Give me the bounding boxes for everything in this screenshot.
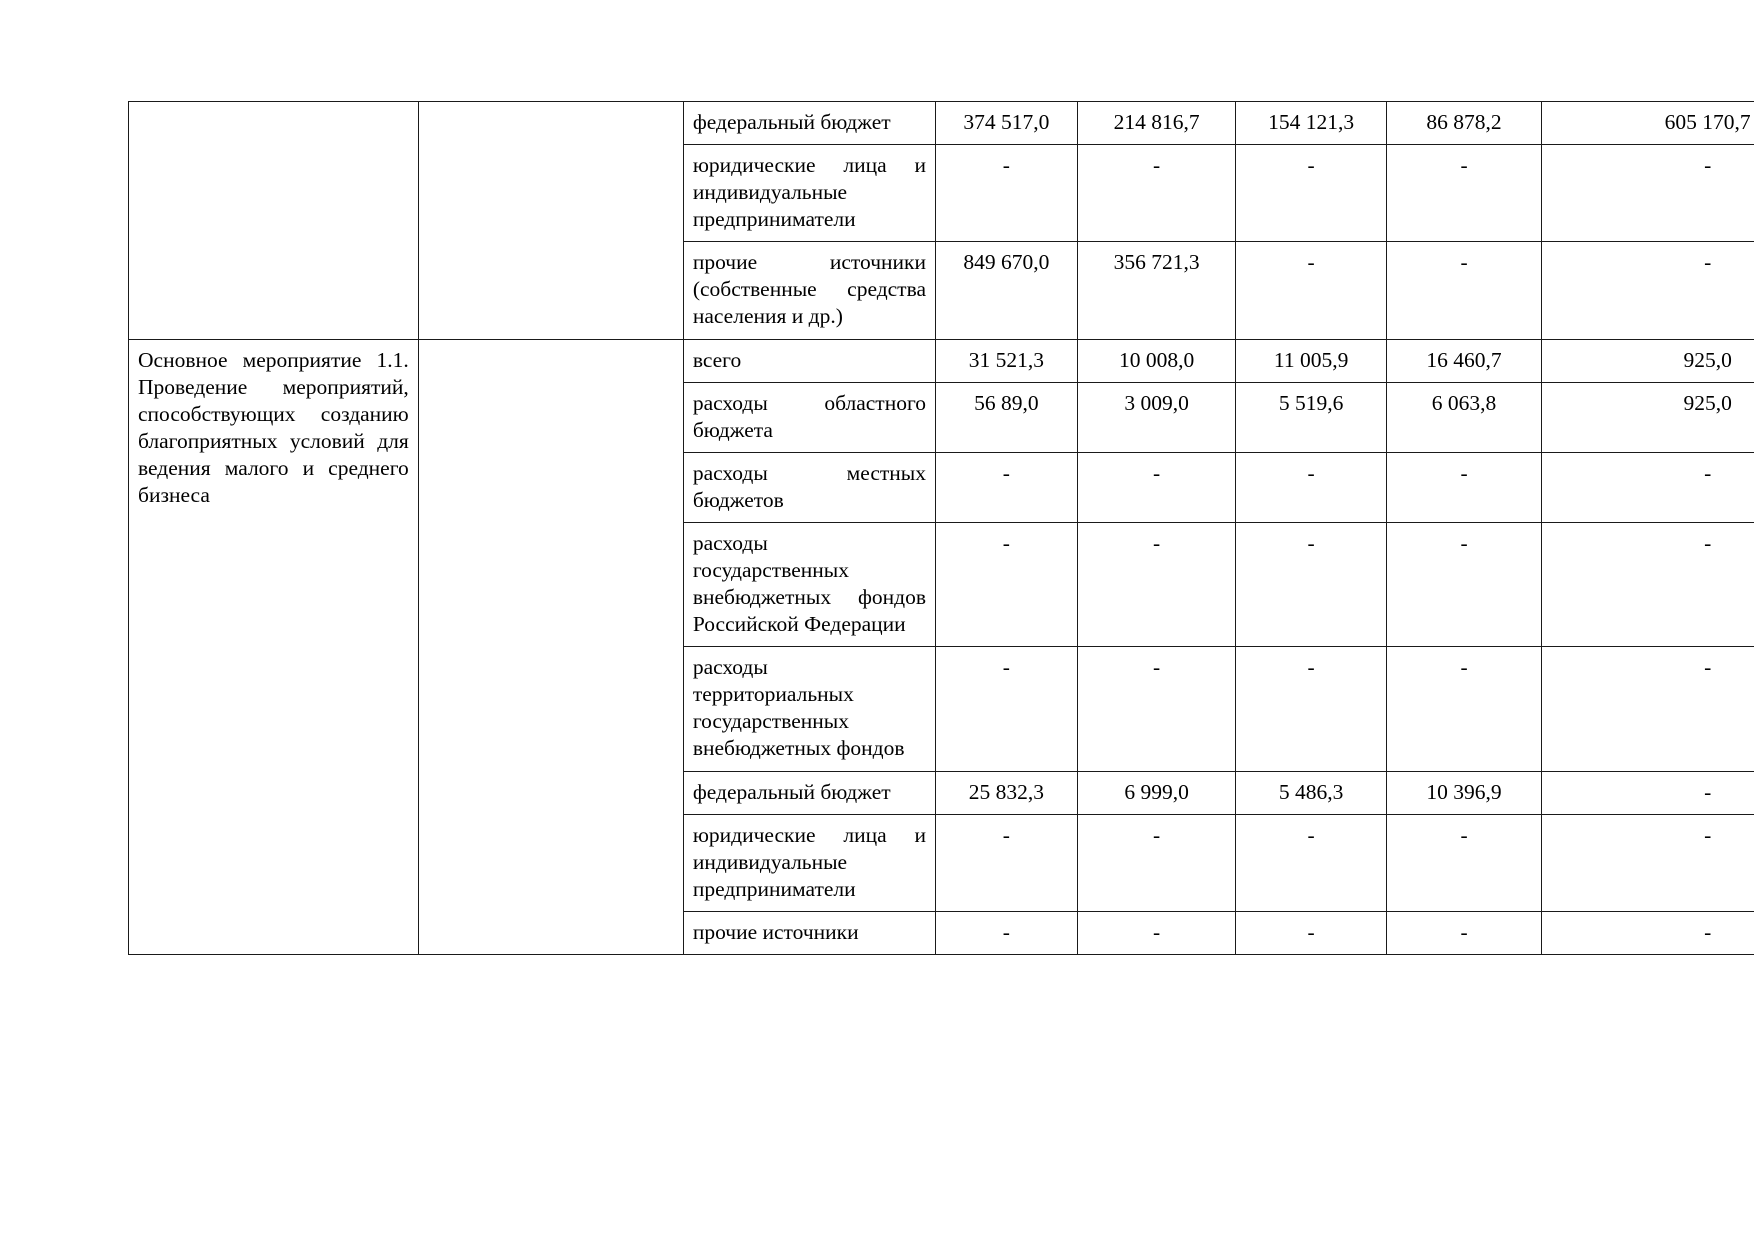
value-cell: 356 721,3 — [1077, 242, 1236, 339]
value-cell: - — [1077, 814, 1236, 911]
value-cell: - — [936, 911, 1078, 954]
value-cell: - — [1386, 814, 1542, 911]
source-cell: расходы местных бюджетов — [683, 452, 935, 522]
value-cell: 86 878,2 — [1386, 102, 1542, 145]
source-cell: юридические лица и индивидуальные предприниматели — [683, 145, 935, 242]
responsible-cell-1-1 — [418, 339, 683, 954]
table-row — [129, 339, 1754, 382]
value-cell: 16 460,7 — [1386, 339, 1542, 382]
source-cell: расходы территориальных государственных внебюджетных фондов — [683, 647, 935, 771]
value-cell: - — [936, 452, 1078, 522]
value-cell: 10 008,0 — [1077, 339, 1236, 382]
value-cell: - — [936, 814, 1078, 911]
value-cell: - — [1542, 522, 1754, 646]
source-cell: всего — [683, 339, 935, 382]
value-cell: - — [1386, 452, 1542, 522]
value-cell: - — [1542, 911, 1754, 954]
value-cell: 6 063,8 — [1386, 382, 1542, 452]
value-cell: - — [1542, 452, 1754, 522]
source-cell: юридические лица и индивидуальные предприниматели — [683, 814, 935, 911]
value-cell: 25 832,3 — [936, 771, 1078, 814]
value-cell: - — [1386, 911, 1542, 954]
value-cell: - — [1386, 145, 1542, 242]
value-cell: - — [1386, 242, 1542, 339]
source-cell: федеральный бюджет — [683, 102, 935, 145]
value-cell: 925,0 — [1542, 382, 1754, 452]
value-cell: - — [1542, 647, 1754, 771]
value-cell: 374 517,0 — [936, 102, 1078, 145]
value-cell: - — [1236, 522, 1386, 646]
value-cell: - — [1077, 145, 1236, 242]
responsible-cell-continued — [418, 102, 683, 340]
source-cell: расходы государственных внебюджетных фондов Российской Федерации — [683, 522, 935, 646]
value-cell: - — [1542, 814, 1754, 911]
table-clip-region — [128, 101, 1754, 955]
value-cell: - — [1236, 145, 1386, 242]
value-cell: - — [1542, 771, 1754, 814]
value-cell: - — [936, 145, 1078, 242]
source-cell: расходы областного бюджета — [683, 382, 935, 452]
value-cell: 56 89,0 — [936, 382, 1078, 452]
value-cell: - — [1236, 647, 1386, 771]
value-cell: 31 521,3 — [936, 339, 1078, 382]
value-cell: - — [1236, 242, 1386, 339]
source-cell: прочие источники — [683, 911, 935, 954]
value-cell: 6 999,0 — [1077, 771, 1236, 814]
value-cell: 5 486,3 — [1236, 771, 1386, 814]
budget-table-body — [129, 102, 1754, 955]
section-name-cell-continued — [129, 102, 419, 340]
value-cell: - — [936, 522, 1078, 646]
value-cell: 605 170,7 — [1542, 102, 1754, 145]
value-cell: - — [936, 647, 1078, 771]
value-cell: - — [1077, 452, 1236, 522]
table-row — [129, 102, 1754, 145]
value-cell: - — [1236, 452, 1386, 522]
value-cell: 11 005,9 — [1236, 339, 1386, 382]
value-cell: - — [1077, 522, 1236, 646]
value-cell: 10 396,9 — [1386, 771, 1542, 814]
value-cell: - — [1386, 647, 1542, 771]
budget-table — [128, 101, 1754, 955]
source-cell: федеральный бюджет — [683, 771, 935, 814]
value-cell: 214 816,7 — [1077, 102, 1236, 145]
value-cell: - — [1542, 242, 1754, 339]
value-cell: - — [1077, 911, 1236, 954]
value-cell: - — [1236, 911, 1386, 954]
value-cell: 154 121,3 — [1236, 102, 1386, 145]
value-cell: - — [1236, 814, 1386, 911]
source-cell: прочие источники (собственные средства населения и др.) — [683, 242, 935, 339]
value-cell: - — [1077, 647, 1236, 771]
value-cell: 925,0 — [1542, 339, 1754, 382]
value-cell: - — [1386, 522, 1542, 646]
value-cell: 3 009,0 — [1077, 382, 1236, 452]
value-cell: 5 519,6 — [1236, 382, 1386, 452]
value-cell: 849 670,0 — [936, 242, 1078, 339]
section-name-cell-1-1: Основное мероприятие 1.1. Проведение мероприятий, способствующих созданию благоприятных условий для ведения малого и среднего бизнеса — [129, 339, 419, 954]
value-cell: - — [1542, 145, 1754, 242]
